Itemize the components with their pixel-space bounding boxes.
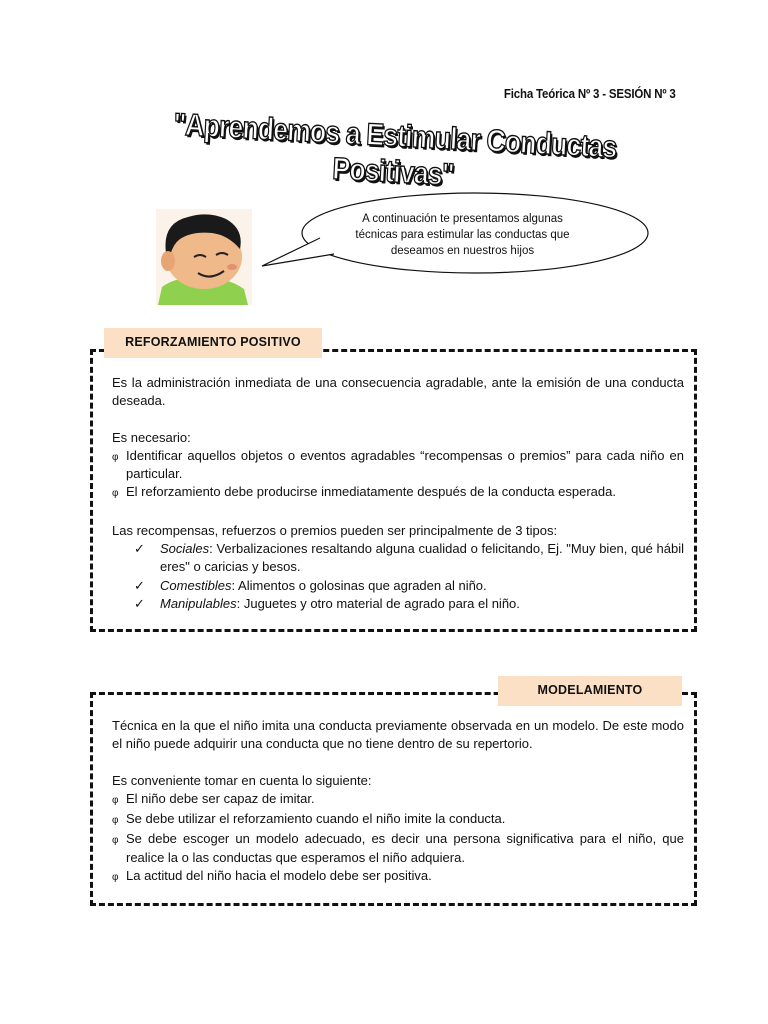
list-item — [112, 447, 684, 484]
reforzamiento-content — [112, 374, 684, 613]
speech-bubble-text — [345, 211, 580, 259]
list-item — [112, 595, 684, 613]
section-intro: Es la administración inmediata de una consecuencia agradable, ante la emisión de una conducta deseada. — [112, 375, 684, 409]
list-item — [112, 483, 684, 503]
page-title: "Aprendemos a Estimular Conductas Positivas" — [172, 106, 618, 193]
type-text — [160, 595, 684, 613]
modelamiento-content — [112, 717, 684, 887]
type-term: Comestibles — [160, 577, 232, 593]
list-item — [112, 830, 684, 867]
bullet-text: Se debe utilizar el reforzamiento cuando el niño imite la conducta. — [126, 811, 506, 827]
bubble-line: A continuación te presentamos algunas — [362, 213, 563, 225]
type-desc: : Alimentos o golosinas que agraden al niño. — [231, 577, 487, 593]
bullet-icon: φ — [112, 835, 119, 847]
considerations-heading: Es conveniente tomar en cuenta lo siguiente: — [112, 772, 372, 788]
bullet-icon: φ — [112, 794, 119, 806]
bullet-text: Se debe escoger un modelo adecuado, es decir una persona significativa para el niño, que realice la o las conductas que esperamos el niño adquiera. — [126, 831, 684, 865]
types-heading: Las recompensas, refuerzos o premios pueden ser principalmente de 3 tipos: — [112, 522, 558, 538]
list-item — [112, 810, 684, 830]
checkmark-icon: ✓ — [134, 541, 145, 557]
list-item — [112, 790, 684, 810]
bullet-text: Identificar aquellos objetos o eventos agradables “recompensas o premios” para cada niño en particular. — [126, 447, 684, 482]
bullet-icon: φ — [112, 488, 119, 500]
document-reference: Ficha Teórica Nº 3 - SESIÓN Nº 3 — [504, 87, 676, 101]
bullet-text: La actitud del niño hacia el modelo debe ser positiva. — [126, 868, 432, 884]
list-item — [112, 577, 684, 595]
type-term: Sociales — [160, 541, 210, 557]
type-text — [160, 540, 684, 577]
bubble-line: deseamos en nuestros hijos — [390, 245, 535, 257]
list-item — [112, 540, 684, 577]
bubble-line: técnicas para estimular las conductas que — [355, 229, 570, 241]
checkmark-icon: ✓ — [134, 577, 145, 593]
type-desc: : Verbalizaciones resaltando alguna cualidad o felicitando, Ej. "Muy bien, qué hábil eres" o caricias y besos. — [160, 541, 684, 575]
bullet-text: El niño debe ser capaz de imitar. — [126, 790, 315, 806]
needs-heading: Es necesario: — [112, 429, 191, 445]
bullet-icon: φ — [112, 451, 119, 463]
type-text — [160, 577, 684, 595]
checkmark-icon: ✓ — [134, 595, 145, 611]
bullet-icon: φ — [112, 872, 119, 884]
type-desc: : Juguetes y otro material de agrado para el niño. — [236, 595, 520, 611]
bullet-icon: φ — [112, 815, 119, 827]
bullet-text: El reforzamiento debe producirse inmediatamente después de la conducta esperada. — [126, 484, 616, 500]
section-intro: Técnica en la que el niño imita una conducta previamente observada en un modelo. De este modo el niño puede adquirir una conducta que no tiene dentro de su repertorio. — [112, 718, 684, 752]
modelamiento-label: MODELAMIENTO — [498, 676, 682, 706]
list-item — [112, 867, 684, 887]
reforzamiento-label: REFORZAMIENTO POSITIVO — [104, 328, 322, 358]
child-character-illustration — [148, 205, 258, 305]
type-term: Manipulables — [160, 595, 237, 611]
